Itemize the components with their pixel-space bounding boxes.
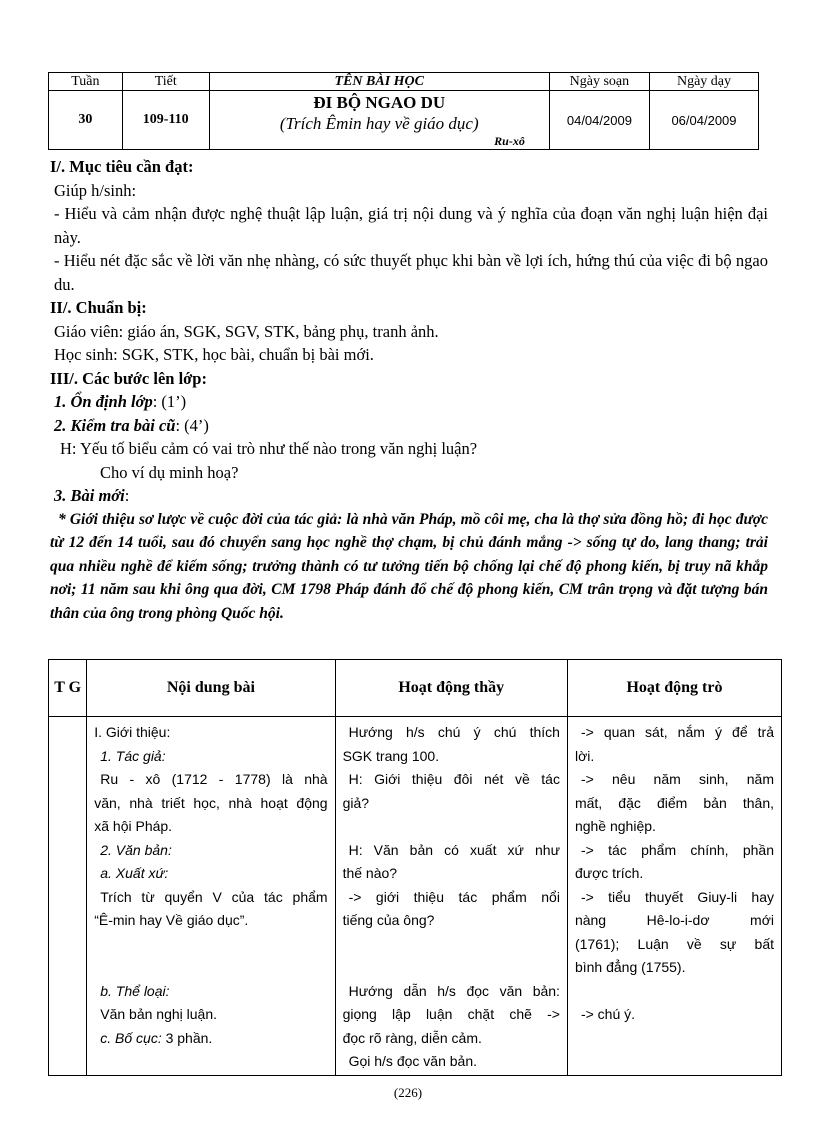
tg-cell xyxy=(49,717,87,1076)
teacher-line: giọng lập luận chặt chẽ -> xyxy=(342,1006,560,1022)
content-line: a. Xuất xứ: xyxy=(100,865,169,881)
content-line: 2. Văn bản: xyxy=(100,841,172,858)
step-1-time: : (1’) xyxy=(152,392,187,411)
lesson-title: ĐI BỘ NGAO DU xyxy=(313,93,446,112)
header-teach-date-value: 06/04/2009 xyxy=(649,91,758,150)
header-col-week: Tuần xyxy=(49,73,123,91)
header-week-value: 30 xyxy=(49,91,123,150)
teacher-line: -> giới thiệu tác phẩm nổi xyxy=(348,888,560,905)
lesson-header-table xyxy=(48,72,759,150)
objective-item-1: - Hiểu và cảm nhận được nghệ thuật lập luận, giá trị nội dung và ý nghĩa của đoạn văn nghị luận hiện đại này. xyxy=(54,204,768,247)
student-line: được trích. xyxy=(574,865,644,881)
header-period-value: 109-110 xyxy=(122,91,209,150)
student-line: -> tác phẩm chính, phần xyxy=(580,841,774,858)
step-2-time: : (4’) xyxy=(175,415,209,435)
col-tg-header: T G xyxy=(49,660,87,717)
student-line: nghề nghiệp. xyxy=(574,818,656,834)
content-line: Ru - xô (1712 - 1778) là nhà xyxy=(100,771,328,787)
content-line-label: c. Bố cục: xyxy=(100,1029,162,1046)
lesson-author: Ru-xô xyxy=(494,134,525,148)
section-preparation-title: II/. Chuẩn bị: xyxy=(50,298,147,317)
content-line: văn, nhà triết học, nhà hoạt động xyxy=(94,794,328,811)
teacher-cell xyxy=(335,717,567,1076)
step-2 xyxy=(50,414,768,438)
content-line xyxy=(94,1027,327,1051)
student-line: -> nêu năm sinh, năm xyxy=(580,771,774,787)
step-1-label: 1. Ổn định lớp xyxy=(54,392,153,411)
header-prep-date-value: 04/04/2009 xyxy=(549,91,649,150)
section-objectives-title: I/. Mục tiêu cần đạt: xyxy=(50,157,194,176)
content-line: xã hội Pháp. xyxy=(94,818,173,834)
content-line: “Ê-min hay Về giáo dục”. xyxy=(94,912,249,928)
content-line: Trích từ quyển V của tác phẩm xyxy=(100,888,328,905)
preparation-teacher: Giáo viên: giáo án, SGK, SGV, STK, bảng phụ, tranh ảnh. xyxy=(54,321,439,341)
header-col-prep-date: Ngày soạn xyxy=(549,73,649,91)
content-line-value: 3 phần. xyxy=(161,1029,213,1046)
teacher-line: SGK trang 100. xyxy=(342,747,440,764)
student-line: mất, đặc điểm bản thân, xyxy=(574,794,774,811)
student-line: bình đẳng (1755). xyxy=(574,959,686,975)
teacher-line: tiếng của ông? xyxy=(342,912,435,928)
teacher-line: H: Giới thiệu đôi nét về tác xyxy=(348,771,560,787)
step-3-label: 3. Bài mới xyxy=(54,486,125,505)
col-student-header: Hoạt động trò xyxy=(567,660,781,717)
student-line: lời. xyxy=(574,747,595,764)
content-line: Văn bản nghị luận. xyxy=(100,1006,217,1022)
header-col-teach-date: Ngày dạy xyxy=(649,73,758,91)
step-3-colon: : xyxy=(124,486,130,505)
teacher-line: Hướng h/s chú ý chú thích xyxy=(348,724,560,740)
section-steps-title: III/. Các bước lên lớp: xyxy=(50,368,207,388)
teacher-line: thế nào? xyxy=(342,865,398,881)
step-1 xyxy=(50,390,768,414)
lesson-activity-table xyxy=(48,659,782,1076)
student-line: -> chú ý. xyxy=(580,1006,636,1022)
author-introduction: * Giới thiệu sơ lược về cuộc đời của tác giả: là nhà văn Pháp, mồ côi mẹ, cha là thợ sửa đồng hồ; đi học được từ 12 đến 14 tuổi, sau đó chuyển sang học nghề thợ chạm, bị chủ đánh mắng -> sống tự do, lang thang; trải qua nhiều nghề để kiếm sống; trưởng thành có tư tưởng tiến bộ chống lại chế độ phong kiến, bị truy nã khắp nơi; 11 năm sau khi ông qua đời, CM 1798 Pháp đánh đổ chế độ phong kiến, CM trân trọng và đặt tượng bán thân của ông trong phòng Quốc hội. xyxy=(50,510,768,622)
teacher-line: Hướng dẫn h/s đọc văn bản: xyxy=(348,982,560,999)
student-line: (1761); Luận về sự bất xyxy=(574,935,774,952)
teacher-line: Gọi h/s đọc văn bản. xyxy=(348,1053,477,1069)
col-teacher-header: Hoạt động thầy xyxy=(335,660,567,717)
teacher-line: giả? xyxy=(342,794,370,811)
student-line: -> tiểu thuyết Giuy-li hay xyxy=(580,888,774,905)
review-question-1: H: Yếu tố biểu cảm có vai trò như thế nào trong văn nghị luận? xyxy=(60,439,478,458)
step-2-label: 2. Kiểm tra bài cũ xyxy=(54,415,176,435)
teacher-line: H: Văn bản có xuất xứ như xyxy=(348,841,560,858)
col-content-header: Nội dung bài xyxy=(87,660,335,717)
content-line: 1. Tác giả: xyxy=(100,747,166,764)
page-number: (226) xyxy=(393,1085,423,1100)
teacher-line: đọc rõ ràng, diễn cảm. xyxy=(342,1029,482,1046)
student-line: nàng Hê-lo-i-dơ mới xyxy=(574,912,774,928)
header-col-title: TÊN BÀI HỌC xyxy=(209,73,549,91)
student-cell xyxy=(567,717,781,1076)
content-line: b. Thể loại: xyxy=(100,982,170,999)
objective-item-2: - Hiểu nét đặc sắc về lời văn nhẹ nhàng, có sức thuyết phục khi bàn về lợi ích, hứng thú của việc đi bộ ngao du. xyxy=(54,251,768,294)
objectives-intro: Giúp h/sinh: xyxy=(54,180,137,200)
lesson-body xyxy=(50,155,768,625)
lesson-subtitle: (Trích Êmin hay về giáo dục) xyxy=(279,114,479,133)
header-lesson-cell xyxy=(209,91,549,150)
preparation-student: Học sinh: SGK, STK, học bài, chuẩn bị bài mới. xyxy=(54,345,374,364)
content-cell xyxy=(87,717,335,1076)
step-3 xyxy=(50,484,768,508)
content-line: I. Giới thiệu: xyxy=(94,724,171,740)
review-question-2: Cho ví dụ minh hoạ? xyxy=(100,462,239,482)
student-line: -> quan sát, nắm ý để trả xyxy=(580,724,774,740)
header-col-period: Tiết xyxy=(122,73,209,91)
